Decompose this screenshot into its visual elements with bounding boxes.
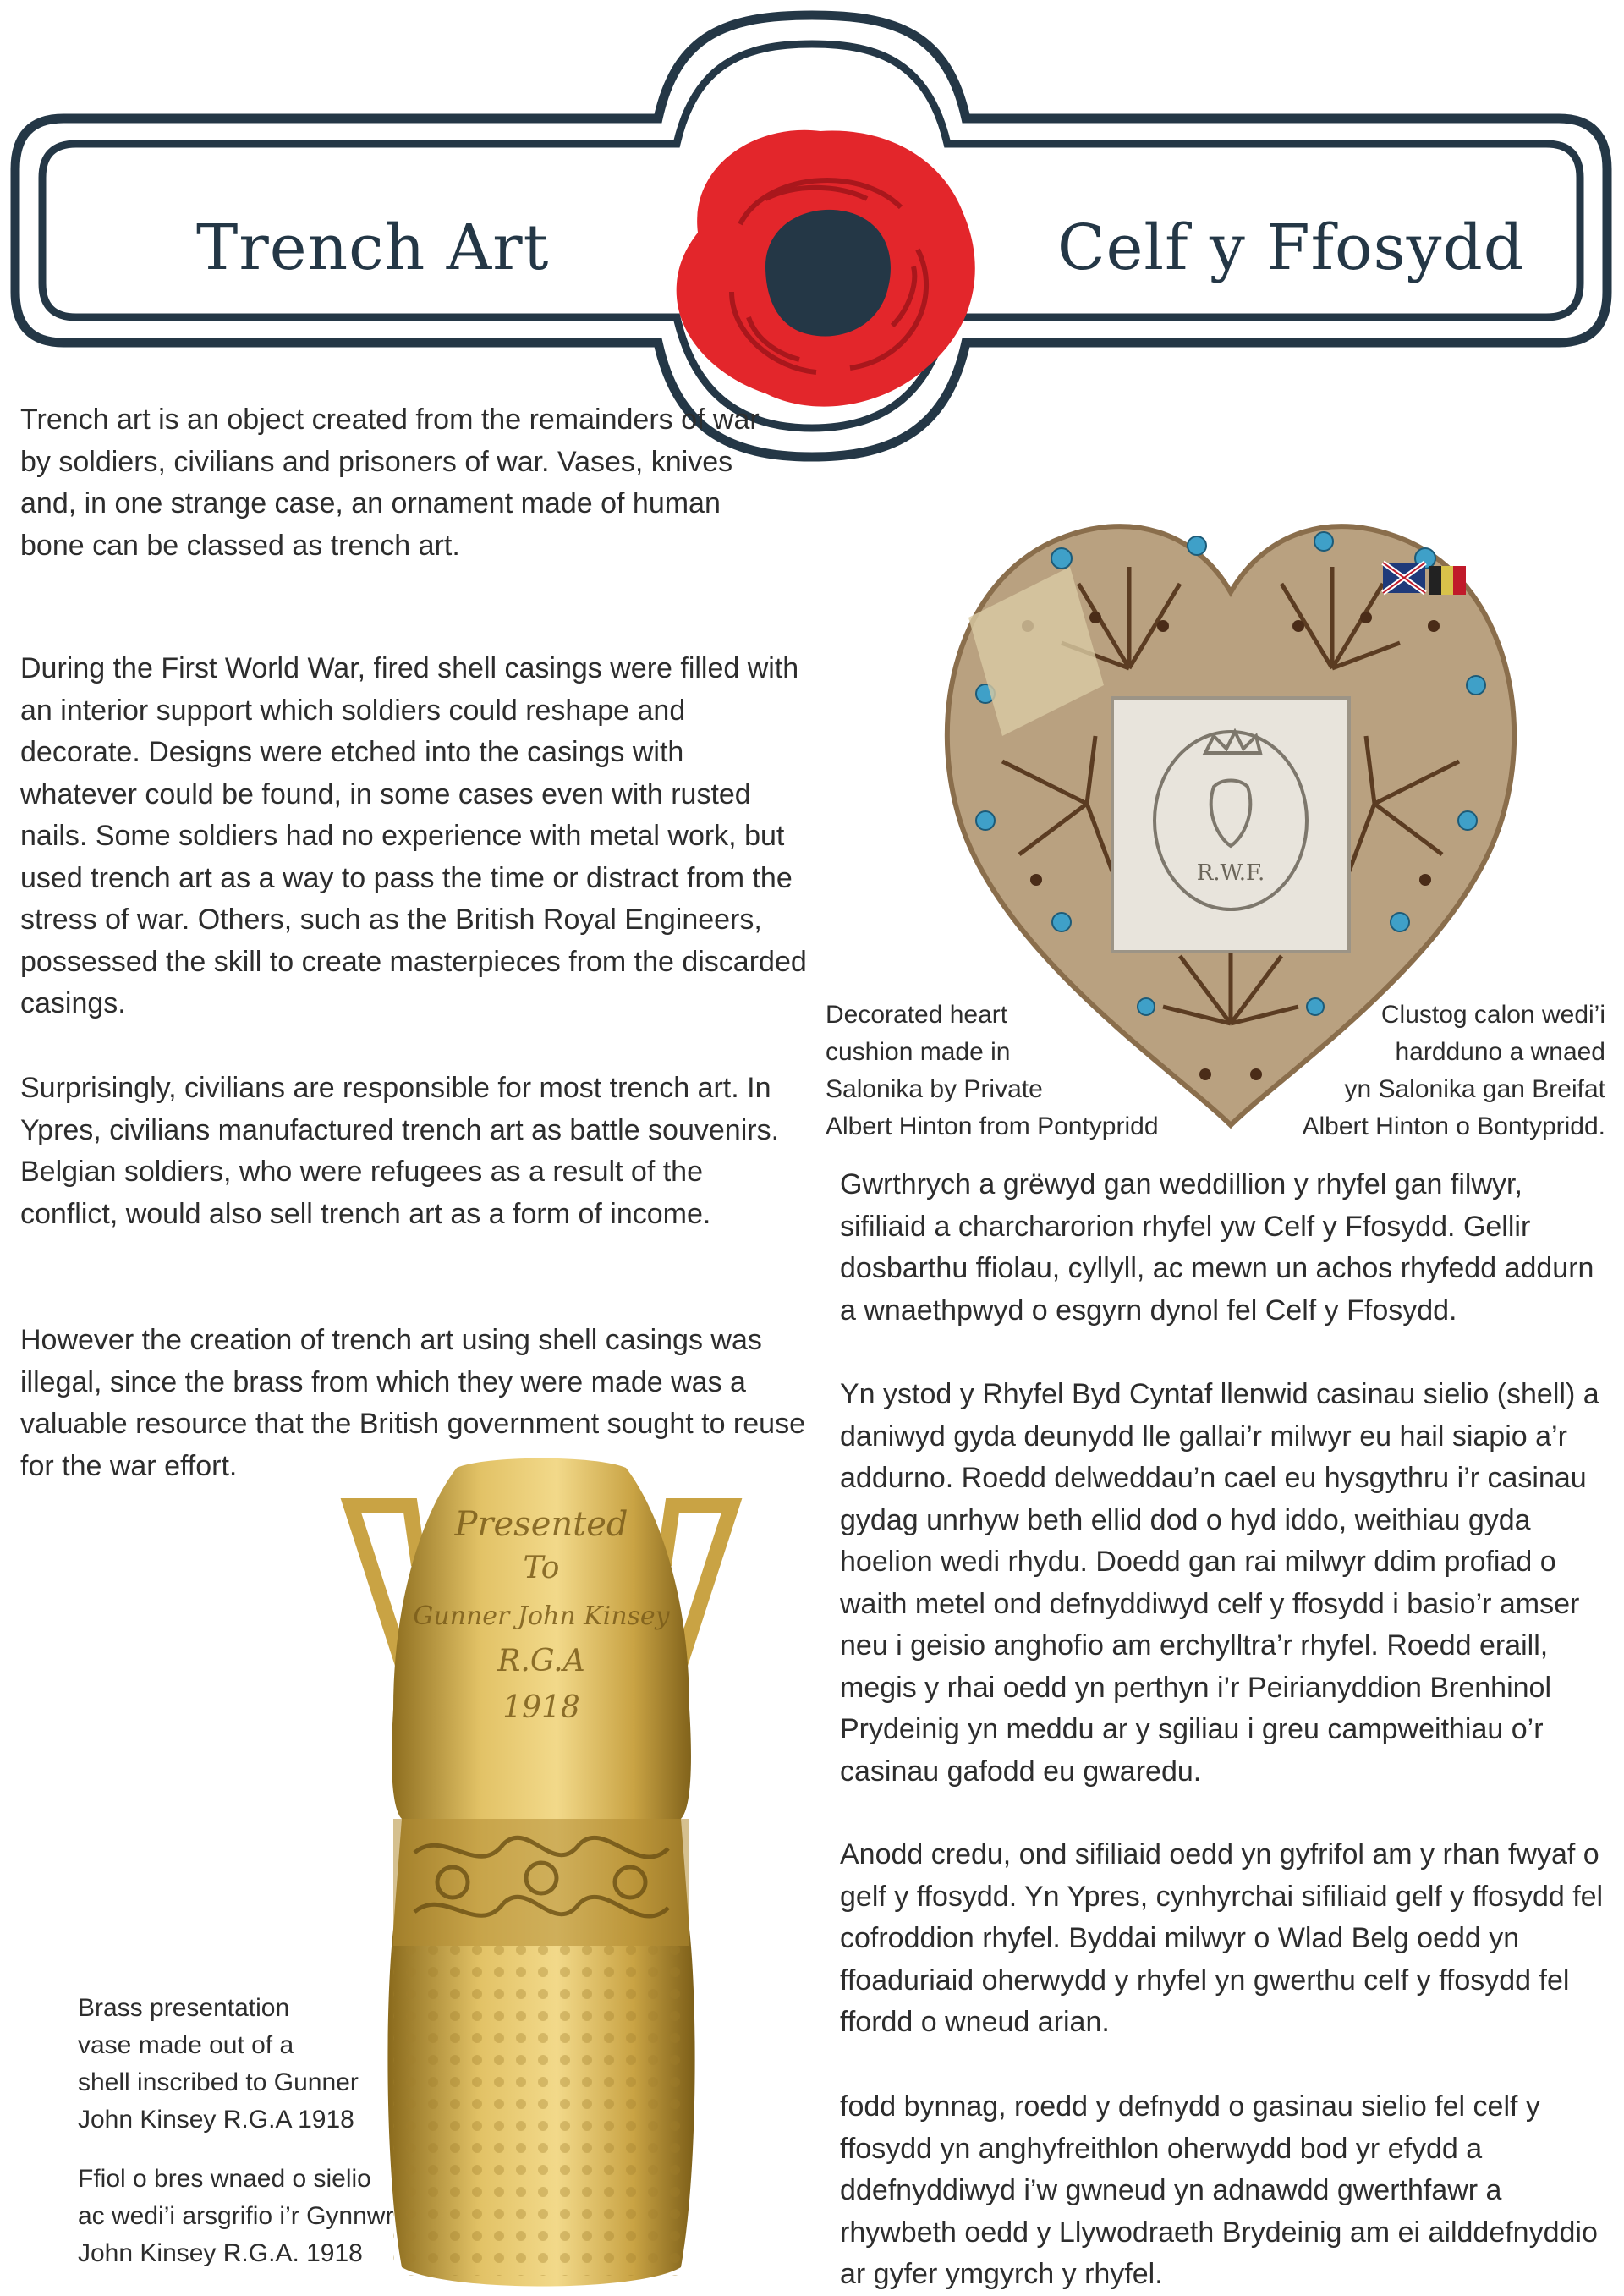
welsh-paragraph-2: Yn ystod y Rhyfel Byd Cyntaf llenwid casinau sielio (shell) a daniwyd gyda deunydd lle gallai’r milwyr eu hail siapio a’r addurno. Roedd delweddau’n cael eu hysgythru i’r casinau gydag unrhyw beth ellid dod o hyd iddo, weithiau gyda hoelion wedi rhydu. Doedd gan rai milwyr ddim profiad o waith metel ond defnyddiwyd celf y ffosydd i basio’r amser neu i geisio anghofio am erchylltra’r rhyfel. Roedd eraill, megis y rhai oedd yn perthyn i’r Peirianyddion Brenhinol Prydeinig yn meddu ar y sgiliau i greu campweithiau o’r casinau gafodd eu gwaredu. [840, 1378, 1599, 1788]
heart-caption-welsh [1302, 997, 1605, 1145]
vase-inscription-line: 1918 [502, 1690, 580, 1725]
caption-line: cushion made in [826, 1038, 1011, 1066]
vase-inscription-line: Gunner John Kinsey [413, 1601, 670, 1631]
caption-line: John Kinsey R.G.A 1918 [78, 2106, 354, 2134]
title-english: Trench Art [196, 211, 550, 284]
caption-line: ac wedi’i arsgrifio i’r Gynnwr [78, 2202, 394, 2230]
brass-vase-image [334, 1455, 749, 2296]
heart-caption-english [826, 997, 1159, 1145]
caption-line: Brass presentation [78, 1994, 290, 2022]
vase-inscription-line: To [523, 1551, 560, 1585]
poppy-icon [639, 106, 1011, 427]
caption-line: yn Salonika gan Breifat [1344, 1075, 1605, 1103]
caption-line: John Kinsey R.G.A. 1918 [78, 2239, 363, 2267]
caption-line: Albert Hinton from Pontypridd [826, 1112, 1159, 1140]
welsh-paragraph-3: Anodd credu, ond sifiliaid oedd yn gyfrifol am y rhan fwyaf o gelf y ffosydd. Yn Ypres, cynhyrchai sifiliaid gelf y ffosydd fel cofroddion rhyfel. Byddai milwyr o Wlad Belg oedd yn ffoaduriaid oherwydd y rhyfel yn gwerthu celf y ffosydd fel ffordd o wneud arian. [840, 1838, 1604, 2038]
welsh-paragraph-1: Gwrthrych a grëwyd gan weddillion y rhyfel gan filwyr, sifiliaid a charcharorion rhyfel yw Celf y Ffosydd. Gellir dosbarthu ffiolau, cyllyll, ac mewn un achos rhyfedd addurn a wnaethpwyd o esgyrn dynol fel Celf y Ffosydd. [840, 1168, 1594, 1327]
caption-line: Clustog calon wedi’i [1380, 1001, 1605, 1029]
english-paragraph-2: During the First World War, fired shell casings were filled with an interior support which soldiers could reshape and decorate. Designs were etched into the casings with whatever could be found, in some cases even with rusted nails. Some soldiers had no experience with metal work, but used trench art as a way to pass the time or distract from the stress of war. Others, such as the British Royal Engineers, possessed the skill to create masterpieces from the discarded casings. [20, 652, 807, 1019]
caption-line: hardduno a wnaed [1395, 1038, 1605, 1066]
vase-caption-english [78, 1990, 359, 2139]
vase-caption-welsh [78, 2161, 393, 2272]
vase-inscription-line: R.G.A [497, 1644, 585, 1678]
english-paragraph-3: Surprisingly, civilians are responsible for most trench art. In Ypres, civilians manufactured trench art as battle souvenirs. Belgian soldiers, who were refugees as a result of the conflict, would also sell trench art as a form of income. [20, 1072, 780, 1230]
caption-line: vase made out of a [78, 2031, 294, 2059]
caption-line: Albert Hinton o Bontypridd. [1302, 1112, 1605, 1140]
vase-inscription-line: Presented [454, 1505, 628, 1544]
welsh-paragraph-4: fodd bynnag, roedd y defnydd o gasinau sielio fel celf y ffosydd yn anghyfreithlon oherwydd bod yr efydd a ddefnyddiwyd i’w gwneud yn adnawdd gwerthfawr a rhywbeth oedd y Llywodraeth Brydeinig am ei ailddefnyddio ar gyfer ymgyrch y rhyfel. [840, 2090, 1598, 2290]
caption-line: Salonika by Private [826, 1075, 1043, 1103]
english-paragraph-1: Trench art is an object created from the remainders of war by soldiers, civilians and prisoners of war. Vases, knives and, in one strange case, an ornament made of human bone can be classed as trench art. [20, 404, 760, 562]
caption-line: Decorated heart [826, 1001, 1008, 1029]
caption-line: shell inscribed to Gunner [78, 2068, 359, 2096]
heart-center-text: R.W.F. [1196, 860, 1265, 886]
caption-line: Ffiol o bres wnaed o sielio [78, 2165, 371, 2193]
title-welsh: Celf y Ffosydd [1057, 211, 1525, 284]
english-paragraph-4: However the creation of trench art using shell casings was illegal, since the brass from which they were made was a valuable resource that the British government sought to reuse for the war effort. [20, 1324, 805, 1482]
